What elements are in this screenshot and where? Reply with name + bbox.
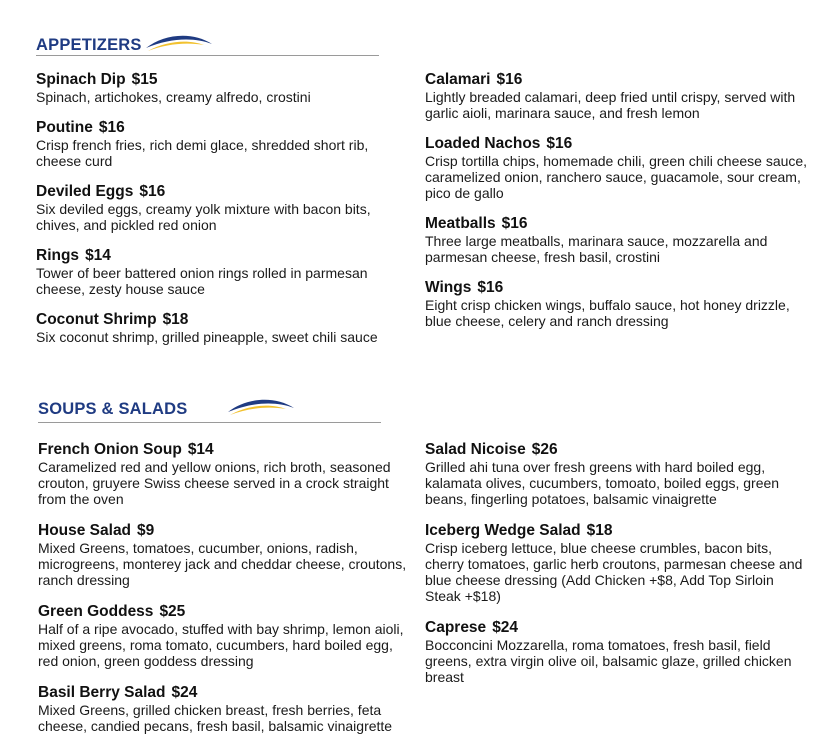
appetizers-header xyxy=(36,34,379,64)
menu-item-description: Three large meatballs, marinara sauce, mozzarella and parmesan cheese, fresh basil, crostini xyxy=(425,233,768,265)
menu-item xyxy=(425,521,805,604)
menu-item-description: Crisp french fries, rich demi glace, shredded short rib, cheese curd xyxy=(36,137,369,169)
menu-item xyxy=(38,683,410,734)
menu-item-price: $24 xyxy=(492,619,519,636)
menu-item xyxy=(36,246,416,297)
menu-item-description: Lightly breaded calamari, deep fried until crispy, served with garlic aioli, marinara sauce, and fresh lemon xyxy=(425,89,796,121)
menu-item-name: Poutine xyxy=(36,119,93,136)
menu-item-description: Caramelized red and yellow onions, rich broth, seasoned crouton, gruyere Swiss cheese served in a crock straight from the oven xyxy=(38,459,391,507)
menu-item-price: $9 xyxy=(137,522,155,539)
menu-item-name: Loaded Nachos xyxy=(425,135,541,152)
menu-item-name: Salad Nicoise xyxy=(425,441,526,458)
menu-item-name: Green Goddess xyxy=(38,603,154,620)
menu-item-description: Crisp iceberg lettuce, blue cheese crumbles, bacon bits, cherry tomatoes, garlic herb croutons, parmesan cheese and blue cheese dressing (Add Chicken +$8, Add Top Sirloin Steak +$18) xyxy=(425,540,803,604)
menu-item-name: Iceberg Wedge Salad xyxy=(425,522,581,539)
menu-item-price: $16 xyxy=(98,119,125,136)
menu-item xyxy=(38,440,410,507)
menu-item-description: Mixed Greens, tomatoes, cucumber, onions, radish, microgreens, monterey jack and cheddar cheese, croutons, ranch dressing xyxy=(38,540,407,588)
menu-item-price: $16 xyxy=(496,71,523,88)
menu-item-description: Half of a ripe avocado, stuffed with bay shrimp, lemon aioli, mixed greens, roma tomato, cucumbers, hard boiled egg, red onion, green goddess dressing xyxy=(38,621,404,669)
menu-item-price: $16 xyxy=(546,135,573,152)
menu-item-header xyxy=(425,214,810,233)
appetizers-title: APPETIZERS xyxy=(36,36,142,54)
menu-item-name: Calamari xyxy=(425,71,491,88)
menu-item-name: Rings xyxy=(36,247,80,264)
menu-item-price: $15 xyxy=(131,71,158,88)
menu-item-header xyxy=(425,70,810,89)
menu-item-price: $18 xyxy=(586,522,613,539)
menu-item xyxy=(38,602,410,669)
menu-item-description: Spinach, artichokes, creamy alfredo, crostini xyxy=(36,89,311,105)
menu-item xyxy=(425,134,810,201)
menu-item xyxy=(425,618,805,685)
menu-item-name: House Salad xyxy=(38,522,132,539)
menu-item-name: Caprese xyxy=(425,619,487,636)
menu-item xyxy=(36,118,416,169)
menu-item xyxy=(36,310,416,345)
menu-item xyxy=(425,440,805,507)
menu-item-name: Deviled Eggs xyxy=(36,183,134,200)
menu-item-header xyxy=(36,118,416,137)
menu-item xyxy=(38,521,410,588)
menu-item-description: Eight crisp chicken wings, buffalo sauce, hot honey drizzle, blue cheese, celery and ranch dressing xyxy=(425,297,790,329)
soups-salads-header xyxy=(38,398,381,428)
menu-item-price: $25 xyxy=(159,603,186,620)
menu-item-price: $18 xyxy=(162,311,189,328)
menu-item-price: $16 xyxy=(139,183,166,200)
menu-item-header xyxy=(425,521,805,540)
soups-salads-divider xyxy=(38,422,381,423)
menu-item-price: $16 xyxy=(501,215,528,232)
menu-item-header xyxy=(38,602,410,621)
soups-salads-title: SOUPS & SALADS xyxy=(38,400,188,418)
menu-item-name: Coconut Shrimp xyxy=(36,311,157,328)
menu-item-header xyxy=(38,683,410,702)
menu-item-header xyxy=(36,310,416,329)
menu-item-header xyxy=(425,278,810,297)
menu-item-price: $14 xyxy=(85,247,111,264)
soups-salads-left-column xyxy=(38,440,410,734)
menu-item-name: Basil Berry Salad xyxy=(38,684,166,701)
menu-item-price: $24 xyxy=(171,684,198,701)
menu-item-header xyxy=(425,134,810,153)
appetizers-divider xyxy=(36,55,379,56)
menu-item-description: Crisp tortilla chips, homemade chili, green chili cheese sauce, caramelized onion, ranchero sauce, guacamole, sour cream, pico de gallo xyxy=(425,153,808,201)
menu-item-header xyxy=(36,70,416,89)
menu-item xyxy=(36,70,416,105)
menu-item-description: Bocconcini Mozzarella, roma tomatoes, fresh basil, field greens, extra virgin olive oil, balsamic glaze, grilled chicken breast xyxy=(425,637,792,685)
menu-item-price: $26 xyxy=(531,441,558,458)
menu-item xyxy=(425,70,810,121)
menu-item-price: $14 xyxy=(187,441,214,458)
menu-item-name: French Onion Soup xyxy=(38,441,182,458)
menu-item-description: Mixed Greens, grilled chicken breast, fresh berries, feta cheese, candied pecans, fresh basil, balsamic vinaigrette xyxy=(38,702,393,734)
menu-item-price: $16 xyxy=(477,279,504,296)
menu-item xyxy=(425,214,810,265)
menu-item-description: Tower of beer battered onion rings rolled in parmesan cheese, zesty house sauce xyxy=(36,265,368,297)
menu-item-header xyxy=(425,440,805,459)
menu-item-name: Spinach Dip xyxy=(36,71,126,88)
menu-item-header xyxy=(425,618,805,637)
appetizers-right-column xyxy=(425,70,810,329)
menu-item-description: Six deviled eggs, creamy yolk mixture with bacon bits, chives, and pickled red onion xyxy=(36,201,371,233)
menu-item-header xyxy=(38,440,410,459)
menu-item-header xyxy=(36,182,416,201)
menu-item-header xyxy=(36,246,416,265)
swoosh-icon xyxy=(226,396,296,418)
soups-salads-right-column xyxy=(425,440,805,685)
swoosh-icon xyxy=(144,32,214,54)
menu-item-header xyxy=(38,521,410,540)
menu-item xyxy=(36,182,416,233)
menu-item xyxy=(425,278,810,329)
menu-item-description: Six coconut shrimp, grilled pineapple, sweet chili sauce xyxy=(36,329,378,345)
menu-item-name: Wings xyxy=(425,279,472,296)
menu-item-name: Meatballs xyxy=(425,215,496,232)
appetizers-left-column xyxy=(36,70,416,345)
menu-item-description: Grilled ahi tuna over fresh greens with hard boiled egg, kalamata olives, cucumbers, tomoato, boiled eggs, green beans, fingerling potatoes, balsamic vinaigrette xyxy=(425,459,780,507)
